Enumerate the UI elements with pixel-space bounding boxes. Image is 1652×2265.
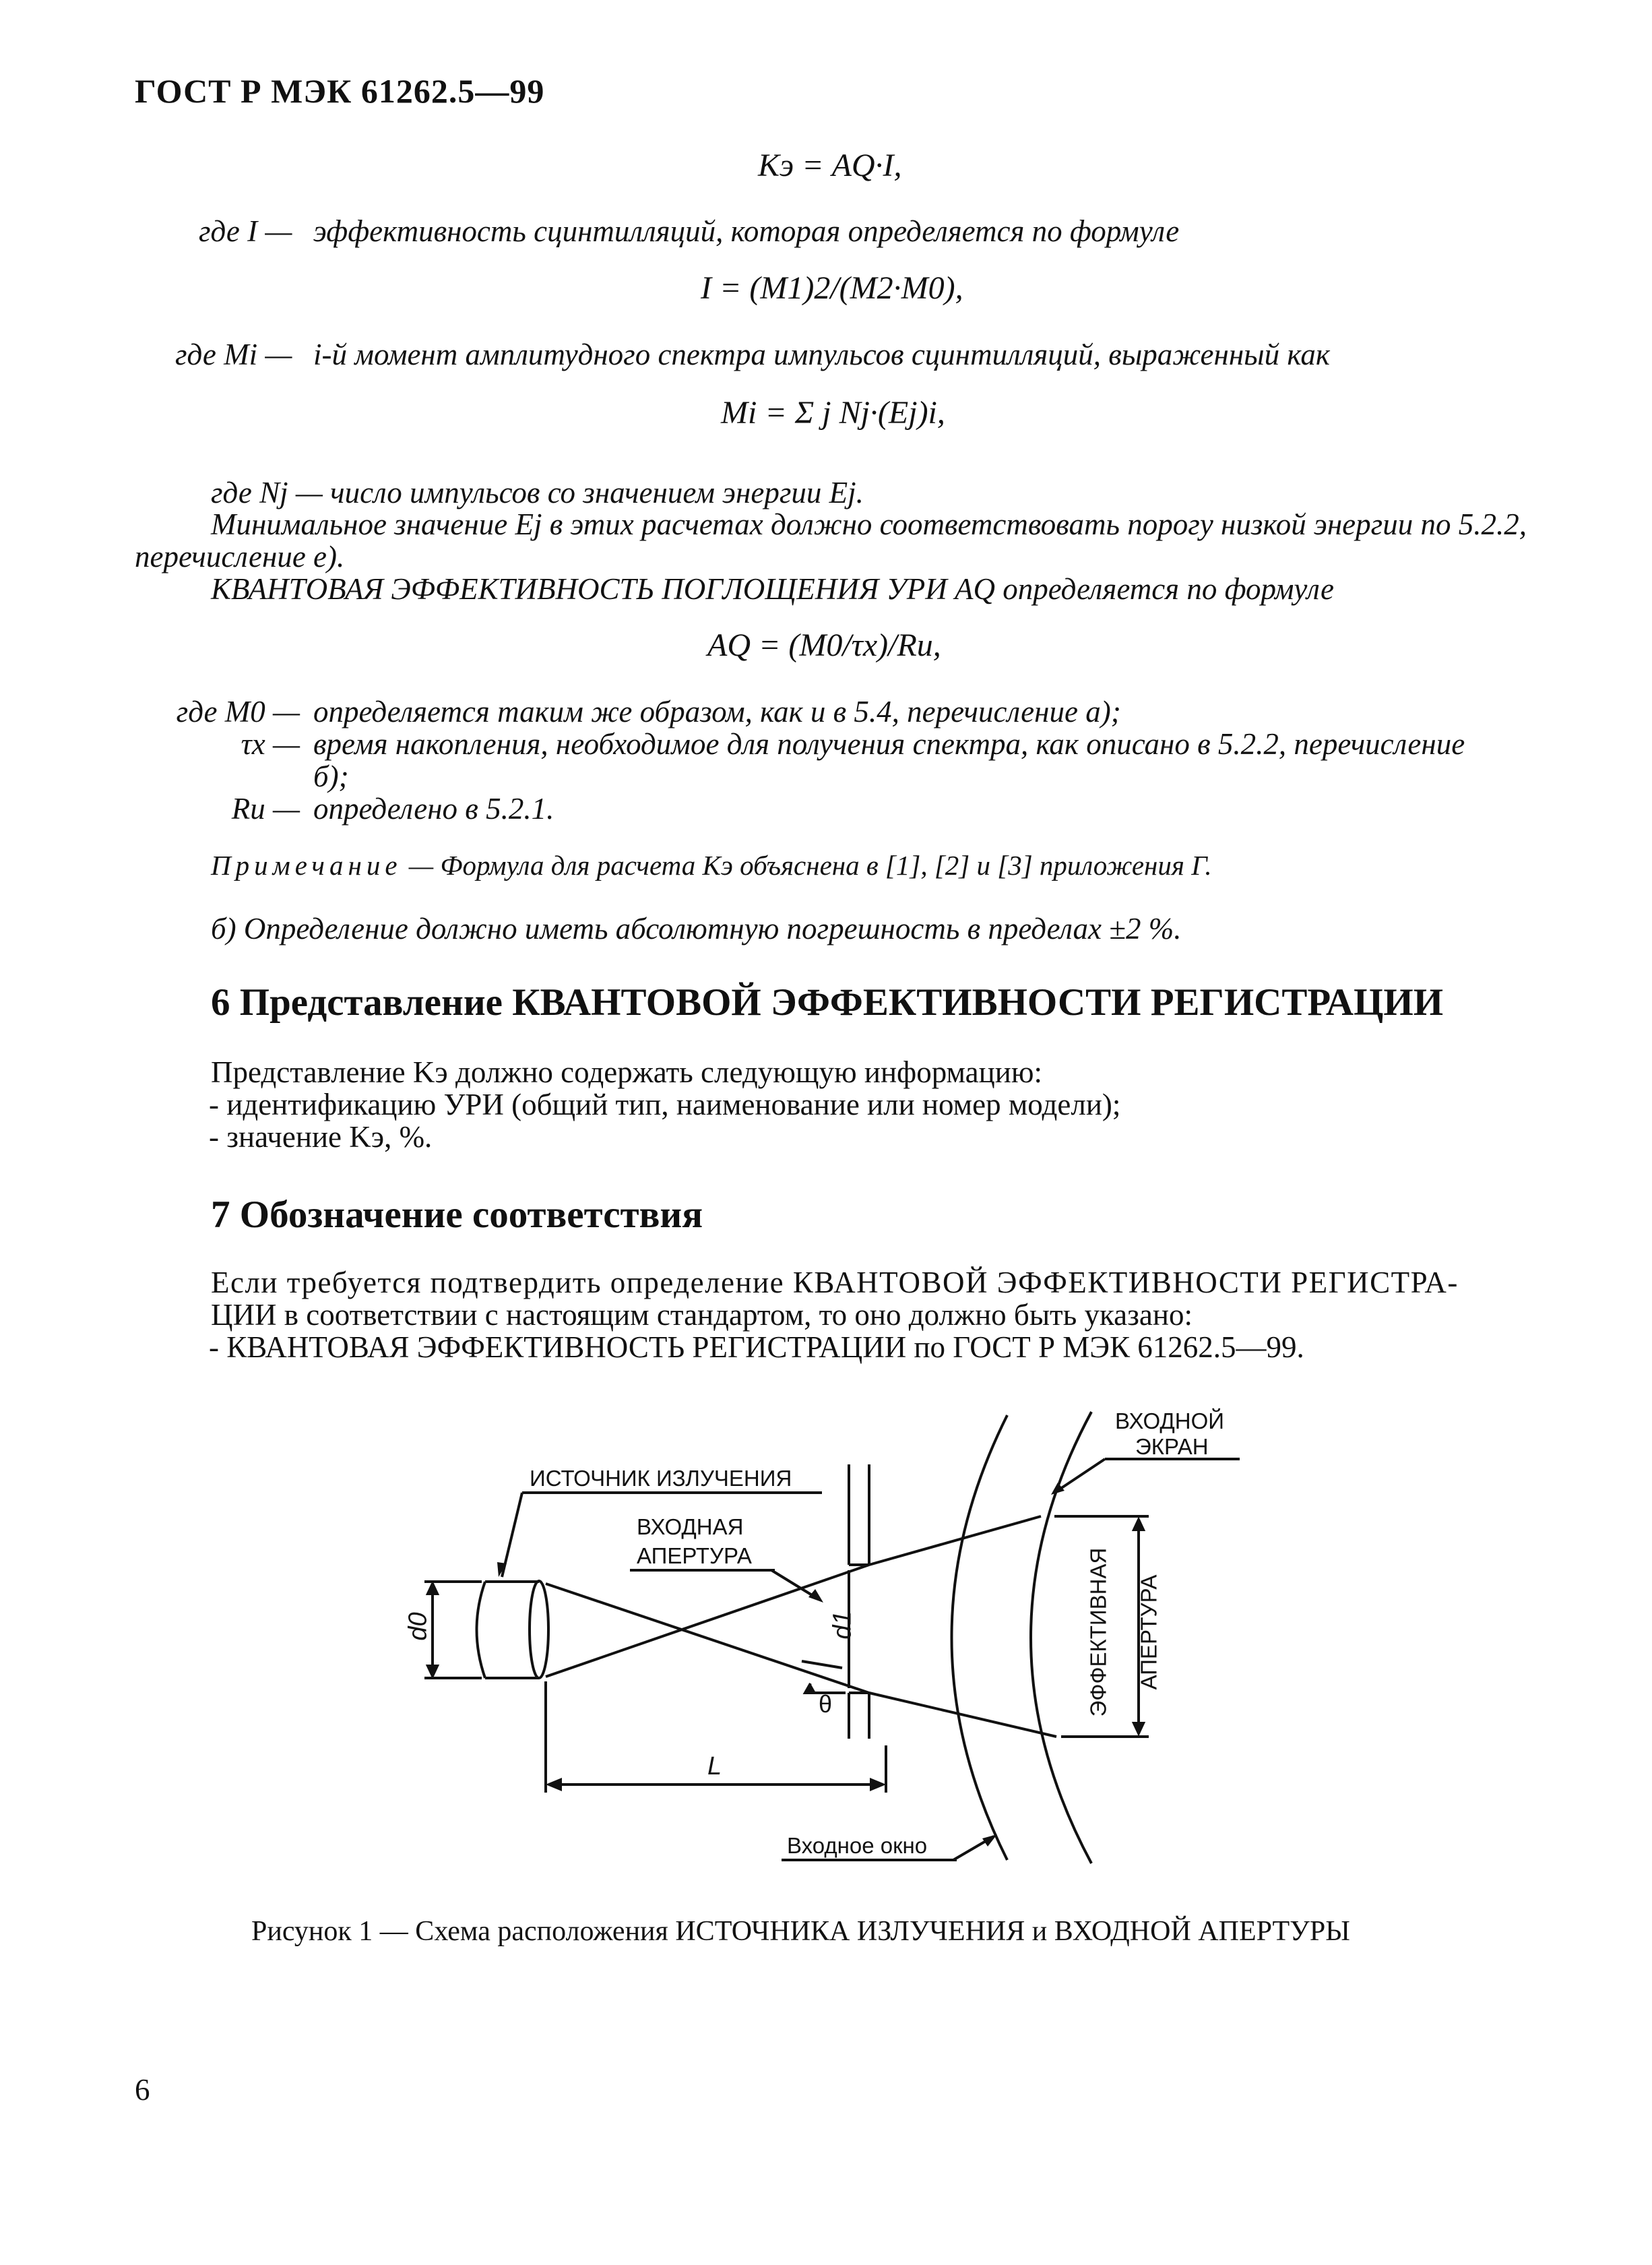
def-Ru-text: определено в 5.2.1. [313, 792, 554, 826]
label-screen-2: ЭКРАН [1135, 1434, 1209, 1459]
def-M0-text: определяется таким же образом, как и в 5.4, перечисление а); [313, 695, 1121, 728]
label-screen-1: ВХОДНОЙ [1115, 1408, 1224, 1433]
def-Ru-label: Ru — [231, 792, 300, 826]
label-aperture-1: ВХОДНАЯ [637, 1514, 744, 1539]
page-number: 6 [135, 2073, 150, 2107]
label-effective-1: ЭФФЕКТИВНАЯ [1085, 1547, 1111, 1717]
formula-AQ: AQ = (M0/τx)/Ru, [707, 627, 941, 663]
def-Nj: где Nj — число импульсов со значением энергии Ej. [211, 476, 864, 509]
entrance-window-arc [952, 1415, 1008, 1860]
section-6-p3: - значение Kэ, %. [209, 1120, 433, 1154]
def-Mi-label: где Mi — [175, 338, 292, 371]
section-6-p2: - идентификацию УРИ (общий тип, наименование или номер модели); [209, 1088, 1121, 1121]
label-aperture-2: АПЕРТУРА [637, 1543, 752, 1568]
def-Mi-text: i-й момент амплитудного спектра импульсов сцинтилляций, выраженный как [313, 338, 1330, 371]
label-d0: d0 [404, 1612, 433, 1641]
source-cylinder-end [530, 1581, 548, 1678]
note-prefix: Примечание [211, 850, 402, 881]
formula-I: I = (M1)2/(M2·M0), [701, 270, 963, 306]
def-I-label: где I — [199, 214, 292, 248]
def-M0-label: где M0 — [176, 695, 300, 728]
section-6-p1: Представление Kэ должно содержать следующую информацию: [211, 1055, 1042, 1089]
section-7-title: 7 Обозначение соответствия [211, 1193, 703, 1236]
def-tau-text-cont: б); [313, 759, 349, 793]
entrance-screen-arc [1031, 1412, 1091, 1863]
section-7-p1: Если требуется подтвердить определение КВАНТОВОЙ ЭФФЕКТИВНОСТИ РЕГИСТРА- [211, 1266, 1459, 1299]
label-theta: θ [819, 1690, 833, 1718]
section-7-p2: ЦИИ в соответствии с настоящим стандартом, то оно должно быть указано: [211, 1298, 1193, 1332]
section-7-p3: - КВАНТОВАЯ ЭФФЕКТИВНОСТЬ РЕГИСТРАЦИИ по ГОСТ Р МЭК 61262.5—99. [209, 1330, 1304, 1364]
formula-kd-text: Kэ = AQ·I, [758, 148, 902, 183]
formula-Mi: Mi = Σ j Nj·(Ej)i, [721, 395, 945, 431]
figure-caption: Рисунок 1 — Схема расположения ИСТОЧНИКА ИЗЛУЧЕНИЯ и ВХОДНОЙ АПЕРТУРЫ [251, 1916, 1350, 1947]
min-value-line-cont: перечисление е). [135, 540, 345, 573]
label-effective-2: АПЕРТУРА [1136, 1574, 1162, 1690]
note-text: — Формула для расчета Kэ объяснена в [1], [2] и [3] приложения Г. [408, 850, 1212, 881]
def-tau-text: время накопления, необходимое для получения спектра, как описано в 5.2.2, перечисление [313, 727, 1465, 761]
label-window: Входное окно [787, 1833, 928, 1858]
def-I-text: эффективность сцинтилляций, которая определяется по формуле [313, 214, 1180, 248]
section-6-title: 6 Представление КВАНТОВОЙ ЭФФЕКТИВНОСТИ РЕГИСТРАЦИИ [211, 981, 1444, 1024]
item-b: б) Определение должно иметь абсолютную погрешность в пределах ±2 %. [211, 912, 1182, 945]
aq-intro: КВАНТОВАЯ ЭФФЕКТИВНОСТЬ ПОГЛОЩЕНИЯ УРИ AQ определяется по формуле [211, 572, 1334, 606]
label-source: ИСТОЧНИК ИЗЛУЧЕНИЯ [530, 1466, 792, 1491]
beam-top [869, 1516, 1041, 1565]
label-d1: d1 [828, 1611, 857, 1640]
ray-2 [546, 1565, 869, 1677]
def-tau-label: τx — [241, 727, 300, 761]
beam-bottom [869, 1693, 1056, 1737]
document-code: ГОСТ Р МЭК 61262.5—99 [135, 72, 545, 110]
min-value-line: Минимальное значение Ej в этих расчетах должно соответствовать порогу низкой энергии по 5.2.2, [211, 507, 1527, 541]
label-L: L [707, 1752, 722, 1780]
